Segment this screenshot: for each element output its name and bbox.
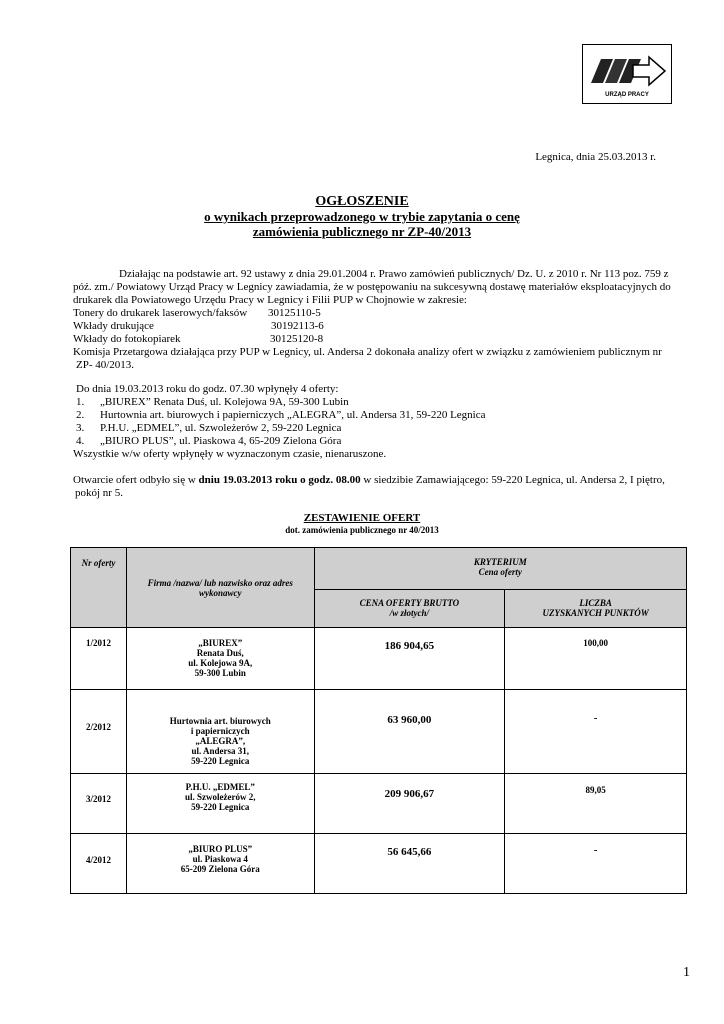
offer-list-item [76, 435, 341, 448]
offers-intro: Do dnia 19.03.2013 roku do godz. 07.30 wpłynęły 4 oferty: [76, 383, 339, 395]
header-w-zlotych-label: /w złotych/ [389, 608, 430, 618]
list-text: „BIUREX” Renata Duś, ul. Kolejowa 9A, 59-300 Lubin [100, 396, 349, 408]
material-code: 30192113-6 [271, 320, 324, 332]
document-title [0, 194, 724, 239]
cell-firma [126, 628, 314, 690]
list-number: 1. [76, 396, 85, 408]
opening-text: Otwarcie ofert odbyło się w [73, 474, 199, 486]
material-code: 30125110-5 [268, 307, 321, 319]
title-line-2: o wynikach przeprowadzonego w trybie zapytania o cenę [204, 209, 520, 224]
list-text: P.H.U. „EDMEL”, ul. Szwoleżerów 2, 59-220 Legnica [100, 422, 342, 434]
intro-line-1: Działając na podstawie art. 92 ustawy z dnia 29.01.2004 r. Prawo zamówień publicznych/ Dz. U. z 2010 r. Nr 113 poz. 759 z [119, 268, 669, 280]
list-number: 4. [76, 435, 85, 447]
section-subtitle: dot. zamówienia publicznego nr 40/2013 [285, 525, 439, 535]
header-cena-brutto [314, 590, 505, 628]
firma-line: 65-209 Zielona Góra [180, 864, 260, 874]
table-header-row [71, 548, 687, 590]
cell-punkty: 100,00 [505, 628, 687, 690]
opening-line-1 [73, 474, 665, 487]
header-kryterium-label: KRYTERIUM [473, 557, 527, 567]
material-code: 30125120-8 [270, 333, 324, 345]
table-row [71, 774, 687, 834]
cell-punkty: - [505, 690, 687, 774]
opening-date-bold: dniu 19.03.2013 roku o godz. 08.00 [198, 474, 361, 486]
cell-cena: 63 960,00 [314, 690, 505, 774]
commission-line-1: Komisja Przetargowa działająca przy PUP w Legnicy, ul. Andersa 2 dokonała analizy ofert w związku z zamówieniem publicznym nr [73, 346, 662, 358]
header-liczba-label: LICZBA [579, 598, 612, 608]
header-nr [71, 548, 127, 628]
all-offers-note: Wszystkie w/w oferty wpłynęły w wyznaczonym czasie, nienaruszone. [73, 448, 387, 460]
firma-line: 59-220 Legnica [191, 802, 250, 812]
urzad-pracy-logo [582, 44, 672, 104]
material-name: Wkłady do fotokopiarek [73, 333, 181, 345]
cell-nr: 1/2012 [71, 628, 127, 690]
cell-punkty: 89,05 [505, 774, 687, 834]
header-firma-label: Firma /nazwa/ lub nazwisko oraz adres wykonawcy [147, 577, 293, 598]
logo-text: URZĄD PRACY [605, 92, 649, 98]
list-text: „BIURO PLUS”, ul. Piaskowa 4, 65-209 Zielona Góra [100, 435, 342, 447]
header-firma [126, 548, 314, 628]
header-punktow-label: UZYSKANYCH PUNKTÓW [542, 608, 649, 618]
commission-line-2: ZP- 40/2013. [76, 359, 135, 371]
document-date: Legnica, dnia 25.03.2013 r. [535, 151, 656, 163]
offer-list-item [76, 422, 341, 435]
firma-line: Hurtownia art. biurowych [169, 716, 271, 726]
firma-line: „BIURO PLUS” [188, 844, 253, 854]
offer-list-item [76, 409, 486, 422]
firma-line: ul. Kolejowa 9A, [188, 658, 253, 668]
list-number: 3. [76, 422, 85, 434]
cell-firma [126, 774, 314, 834]
title-line-1: OGŁOSZENIE [315, 194, 409, 209]
opening-line-2: pokój nr 5. [75, 487, 123, 499]
cell-cena: 56 645,66 [314, 834, 505, 894]
firma-line: „BIUREX” [198, 638, 243, 648]
intro-line-3: drukarek dla Powiatowego Urzędu Pracy w Legnicy i Filii PUP w Chojnowie w zakresie: [73, 294, 467, 306]
header-nr-label: Nr oferty [81, 558, 116, 568]
firma-line: P.H.U. „EDMEL” [185, 782, 255, 792]
cell-nr: 2/2012 [71, 690, 127, 774]
header-cena-brutto-label: CENA OFERTY BRUTTO [359, 598, 460, 608]
firma-line: 59-220 Legnica [191, 756, 250, 766]
header-liczba-punktow [505, 590, 687, 628]
firma-line: i papierniczych [190, 726, 250, 736]
list-text: Hurtownia art. biurowych i papierniczych „ALEGRA”, ul. Andersa 31, 59-220 Legnica [100, 409, 486, 421]
firma-line: „ALEGRA”, [195, 736, 246, 746]
page-number: 1 [683, 965, 690, 980]
cell-nr: 4/2012 [71, 834, 127, 894]
table-row [71, 690, 687, 774]
cell-nr: 3/2012 [71, 774, 127, 834]
firma-line: 59-300 Lubin [194, 668, 246, 678]
firma-line: ul. Andersa 31, [191, 746, 250, 756]
table-row [71, 628, 687, 690]
header-kryterium [314, 548, 686, 590]
intro-line-2: póź. zm./ Powiatowy Urząd Pracy w Legnicy zawiadamia, że w postępowaniu na sukcesywną dostawę materiałów eksploatacyjnych do [73, 281, 671, 293]
cell-firma [126, 690, 314, 774]
section-title: ZESTAWIENIE OFERT [303, 512, 421, 524]
cell-cena: 186 904,65 [314, 628, 505, 690]
header-cena-oferty-label: Cena oferty [478, 567, 522, 577]
material-name: Tonery do drukarek laserowych/faksów [73, 307, 248, 319]
table-row [71, 834, 687, 894]
opening-text: w siedzibie Zamawiającego: 59-220 Legnica, ul. Andersa 2, I piętro, [360, 474, 665, 486]
cell-firma [126, 834, 314, 894]
list-number: 2. [76, 409, 85, 421]
title-line-3: zamówienia publicznego nr ZP-40/2013 [252, 224, 472, 239]
offers-table [70, 547, 687, 894]
firma-line: ul. Piaskowa 4 [192, 854, 248, 864]
cell-punkty: - [505, 834, 687, 894]
firma-line: ul. Szwoleżerów 2, [185, 792, 256, 802]
firma-line: Renata Duś, [196, 648, 244, 658]
material-name: Wkłady drukujące [73, 320, 154, 332]
offer-list-item [76, 396, 349, 409]
cell-cena: 209 906,67 [314, 774, 505, 834]
